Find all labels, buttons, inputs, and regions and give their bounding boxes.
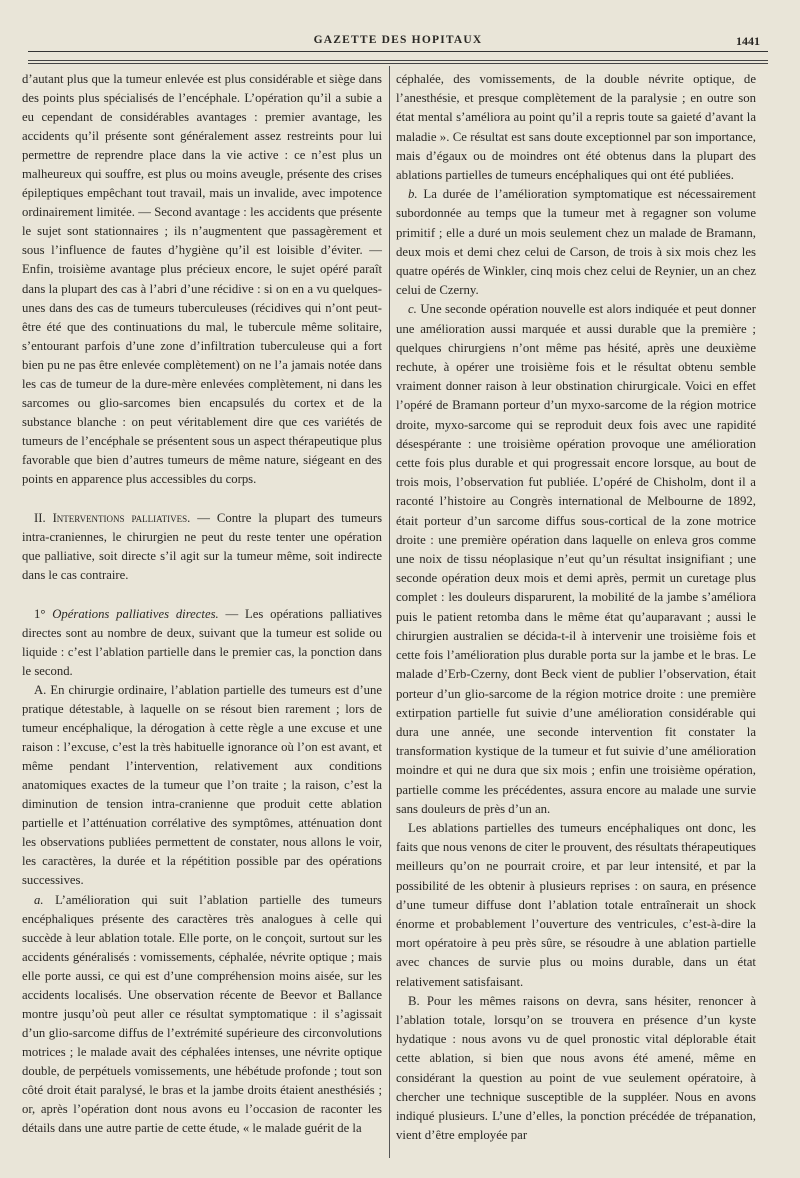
paragraph bbox=[396, 300, 756, 818]
page-header bbox=[28, 30, 768, 52]
paragraph-gap bbox=[22, 489, 382, 509]
header-double-rule-top bbox=[28, 60, 768, 61]
section-heading: Interventions palliatives. bbox=[52, 510, 191, 525]
paragraph: A. En chirurgie ordinaire, l’ablation partielle des tumeurs est d’une pratique détestable, à laquelle on se résout bien rarement ; lors de tumeur encéphalique, la dérogation à cette règle a une excuse et une raison : l’excuse, c’est la très habituelle ignorance où l’on est avant, et même pendant l’intervention, relativement aux conditions anatomiques exactes de la tumeur que l’on traite ; la raison, c’est la diminution de tension intra-cranienne que produit cette ablation partielle et l’atténuation corrélative des symptômes, atténuation dont les observations publiées permettent de constater, nous allons le voir, les caractères, la durée et la répétition possible par des opérations successives. bbox=[22, 683, 382, 888]
right-column bbox=[396, 70, 756, 1145]
item-label: c. bbox=[408, 302, 417, 317]
item-body: L’amélioration qui suit l’ablation partielle des tumeurs encéphaliques présente des caractères très analogues à celle qui succède à leur ablation totale. Elle porte, on le conçoit, surtout sur les accidents généralisés : vomissements, céphalée, névrite optique ; mais elle porte aussi, ce qui est d’une compréhension moins aisée, sur les accidents localisés. Une observation récente de Beevor et Ballance montre jusqu’où peut aller ce résultat symptomatique : il s’agissait d’un glio-sarcome diffus de l’extrémité supérieure des circonvolutions motrices ; le malade avait des céphalées intenses, une névrite optique double, de perpétuels vomissements, une hébétude profonde ; tout son côté droit était paralysé, le bras et la jambe droits étaient anesthésiés ; or, après l’opération dont nous avons eu l’occasion de raconter les détails dans une autre partie de cette étude, « le malade guérit de la bbox=[22, 892, 382, 1136]
item-label: b. bbox=[408, 187, 418, 202]
header-rule bbox=[28, 51, 768, 52]
item-label: a. bbox=[34, 892, 44, 907]
left-column bbox=[22, 70, 382, 1138]
paragraph bbox=[22, 891, 382, 1139]
paragraph-gap bbox=[22, 585, 382, 605]
section-body: — Contre la plupart des tumeurs intra-craniennes, le chirurgien ne peut du reste tenter une opération que palliative, soit directe s’il agit sur la tumeur même, soit indirecte dans le cas contraire. bbox=[22, 510, 383, 582]
subsection-number: 1° bbox=[34, 606, 53, 621]
page-number: 1441 bbox=[736, 34, 760, 48]
journal-title: GAZETTE DES HOPITAUX bbox=[313, 34, 483, 46]
item-body: Une seconde opération nouvelle est alors indiquée et peut donner une amélioration aussi marquée et aussi durable que la première ; quelques chirurgiens n’ont même pas hésité, après une deuxième rechute, à opérer une troisième fois et le résultat obtenu semble vraiment donner raison à leur obstination chirurgicale. Voici en effet l’opéré de Bramann porteur d’un myxo-sarcome de la région motrice droite, myxo-sarcome qui se reproduit deux fois avec une rapidité désespérante : une troisième opération provoque une amélioration cette fois plus durable et qui progressait encore lorsque, au bout de trois mois, l’observation fut publiée. L’opéré de Chisholm, dont il a raconté l’histoire au Congrès international de Melbourne de 1892, était porteur d’un sarcome diffus sous-cortical de la zone motrice droite : une première opération dans laquelle on enleva gros comme une noix de tissu néoplasique n’eut qu’un résultat insignifiant ; une seconde opération deux mois et demi après, permit un curetage plus complet : les douleurs disparurent, la mobilité de la jambe s’améliora puis le patient retomba dans le même état qu’auparavant ; aussi le chirurgien australien se décida-t-il à intervenir une troisième fois et cette fois l’amélioration plus durable porta sur la jambe et le bras. Le malade d’Erb-Czerny, dont Beck vient de publier l’observation, était porteur d’un glio-sarcome de la région motrice droite : une première extirpation partielle fut suivie d’une amélioration considérable qui dura une année, une seconde intervention fit constater la transformation kystique de la tumeur et fut suivie d’une amélioration moindre et qui ne dura que six mois ; enfin une troisième opération, partielle comme les précédentes, assura encore au malade une survie sans douleurs de près d’un an. bbox=[396, 302, 756, 816]
subsection-paragraph bbox=[22, 605, 382, 681]
header-double-rule-bottom bbox=[28, 63, 768, 64]
paragraph: Les ablations partielles des tumeurs encéphaliques ont donc, les faits que nous venons de citer le prouvent, des résultats thérapeutiques meilleurs qu’on ne pourrait croire, et par leur intensité, et par la possibilité de les obtenir à plusieurs reprises : on saura, en présence d’une tumeur diffuse dont l’ablation totale entraînerait un shock énorme et probablement l’ouverture des ventricules, c’est-à-dire la mort opératoire à peu près sûre, se résoudre à une ablation partielle avec chances de survie plus ou moins durable, dans un état relativement satisfaisant. bbox=[396, 820, 756, 989]
section-number: II. bbox=[34, 510, 46, 525]
subsection-heading: Opérations palliatives directes. bbox=[52, 606, 219, 621]
item-body: La durée de l’amélioration symptomatique est nécessairement subordonnée au temps que la tumeur met à regagner son volume primitif ; elle a duré un mois seulement chez un malade de Bramann, deux mois et demi chez celui de Carson, de trois à six mois chez les quatre opérés de Winkler, cinq mois chez celui de Reynier, un an chez celui de Czerny. bbox=[396, 187, 756, 298]
subsection-body: — Les opérations palliatives directes sont au nombre de deux, suivant que la tumeur est solide ou liquide : c’est l’ablation partielle dans le premier cas, la ponction dans le second. bbox=[22, 606, 382, 678]
column-divider bbox=[389, 66, 390, 1158]
paragraph: céphalée, des vomissements, de la double névrite optique, de l’anesthésie, et presque complètement de la paralysie ; en outre son état mental s’améliora au point qu’il a repris toute sa gaieté d’avant la maladie ». Ce résultat est sans doute exceptionnel par son importance, mais d’égaux ou de moindres ont été obtenus dans la plupart des ablations partielles de tumeurs encéphaliques qui ont été publiées. bbox=[396, 72, 756, 183]
paragraph: d’autant plus que la tumeur enlevée est plus considérable et siège dans des points plus spécialisés de l’encéphale. L’opération qu’il a subie a eu cependant de considérables avantages : premier avantage, les accidents qu’il présente sont généralement assez restreints pour lui permettre de reprendre place dans la vie active : ce n’est plus un malheureux qui souffre, est plus ou moins aveugle, présente des crises épileptiques empêchant tout travail, mais un invalide, avec impotence ordinairement limitée. — Second avantage : les accidents que présente le sujet sont stationnaires ; ils n’augmentent que passagèrement et sous l’influence de fautes d’hygiène qu’il est loisible d’éviter. — Enfin, troisième avantage plus précieux encore, le sujet opéré paraît dans la plupart des cas à l’abri d’une récidive : si on en a vu quelques-unes dans des cas de tumeurs tuberculeuses (récidives qui n’ont peut-être été que des continuations du mal, le tubercule même solitaire, s’entourant parfois d’une zone d’infiltration tuberculeuse qui a fort bien pu ne pas être enlevée complètement) on ne l’a jamais notée dans les cas de tumeur de la dure-mère enlevées complètement, ni dans les sarcomes ou glio-sarcomes bien encapsulés du cortex et de la substance blanche : on peut véritablement dire que ces variétés de tumeurs de l’encéphale se présentent sous un aspect thérapeutique plus favorable que bien d’autres tumeurs de même nature, siégeant en des points en apparence plus accessibles du corps. bbox=[22, 72, 382, 486]
paragraph bbox=[396, 185, 756, 300]
paragraph: B. Pour les mêmes raisons on devra, sans hésiter, renoncer à l’ablation totale, lorsqu’on se trouvera en présence d’un kyste hydatique : nous avons vu de quel pronostic vital déplorable était cette ablation, si bien que nous avons été amené, même en considérant la question au point de vue seulement opératoire, à chercher une technique susceptible de la suppléer. Nous en avons indiqué plusieurs. L’une d’elles, la ponction précédée de trépanation, vient d’être employée par bbox=[396, 993, 756, 1143]
section-paragraph bbox=[22, 509, 382, 585]
